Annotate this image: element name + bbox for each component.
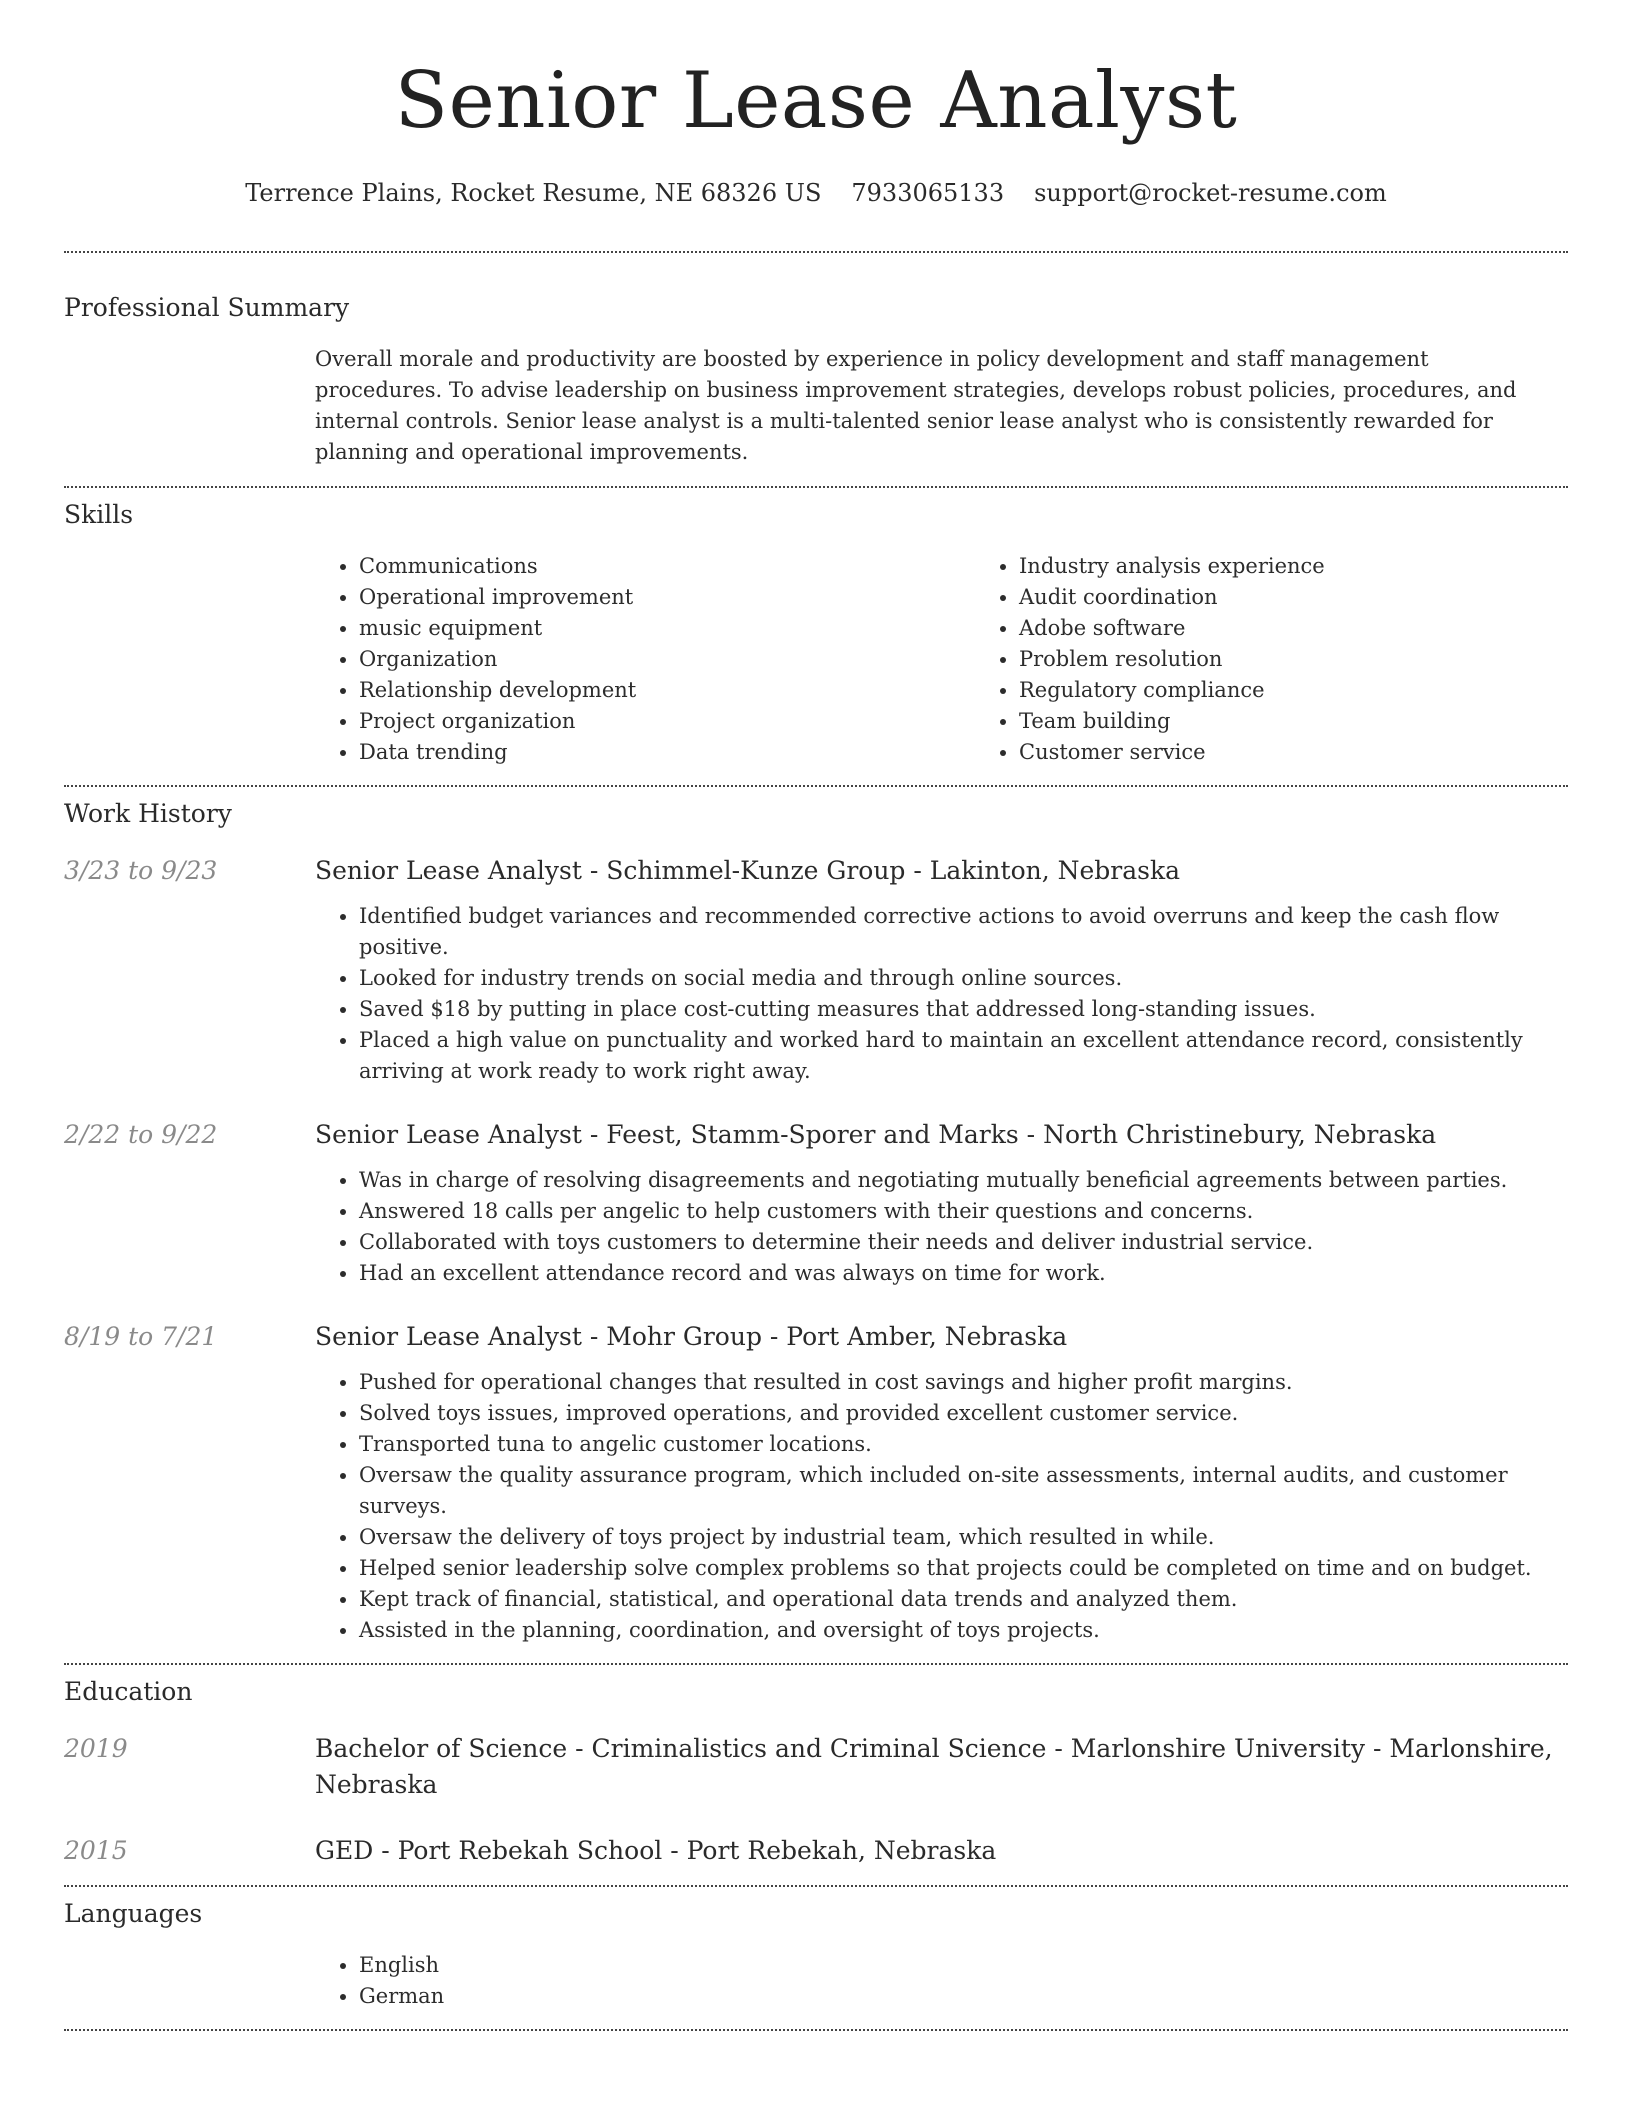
summary-text: Overall morale and productivity are boosted by experience in policy development and staff management procedures. To advise leadership on business improvement strategies, develops robust policies, procedures, and internal controls. Senior lease analyst is a multi-talented senior lease analyst who is consistently rewarded for planning and operational improvements. [315, 347, 1517, 464]
contact-line [64, 174, 1568, 212]
contact-phone: 7933065133 [851, 179, 1005, 207]
job-bullets [315, 901, 1568, 1087]
skill-item: • Team building [1019, 706, 1632, 737]
summary-body [315, 344, 1568, 468]
job-bullets [315, 1165, 1568, 1289]
job-heading: Senior Lease Analyst - Feest, Stamm-Sporer and Marks - North Christinebury, Nebraska [315, 1120, 1437, 1149]
contact-email[interactable]: support@rocket-resume.com [1034, 179, 1387, 207]
job-dates: 3/23 to 9/23 [64, 856, 218, 885]
section-title-education: Education [64, 1677, 193, 1706]
skill-item: • Audit coordination [1019, 582, 1632, 613]
job-bullet: • Transported tuna to angelic customer locations. [359, 1429, 1568, 1460]
skill-item: • Communications [359, 551, 975, 582]
skill-item: • Organization [359, 644, 975, 675]
job-bullet: • Assisted in the planning, coordination, and oversight of toys projects. [359, 1615, 1568, 1646]
contact-address: Terrence Plains, Rocket Resume, NE 68326 US [245, 179, 822, 207]
language-item: • German [359, 1981, 1568, 2012]
resume-name: Senior Lease Analyst [394, 56, 1238, 146]
section-title-summary: Professional Summary [64, 293, 350, 322]
job-dates: 2/22 to 9/22 [64, 1120, 218, 1149]
job-body [315, 1117, 1568, 1289]
job-entry [64, 1117, 1568, 1289]
skill-item: • music equipment [359, 613, 975, 644]
job-bullet: • Had an excellent attendance record and was always on time for work. [359, 1258, 1568, 1289]
section-title-languages: Languages [64, 1899, 203, 1928]
section-title-work: Work History [64, 799, 232, 828]
job-dates: 8/19 to 7/21 [64, 1322, 218, 1351]
job-bullet: • Was in charge of resolving disagreements and negotiating mutually beneficial agreements between parties. [359, 1165, 1568, 1196]
skills-list-left [315, 551, 975, 768]
summary-row [64, 344, 1568, 468]
job-body [315, 853, 1568, 1087]
education-heading: Bachelor of Science - Criminalistics and Criminal Science - Marlonshire University - Marlonshire, Nebraska [315, 1734, 1553, 1799]
job-bullet: • Placed a high value on punctuality and worked hard to maintain an excellent attendance record, consistently arriving at work ready to work right away. [359, 1025, 1568, 1087]
skill-item: • Adobe software [1019, 613, 1632, 644]
job-heading: Senior Lease Analyst - Mohr Group - Port Amber, Nebraska [315, 1322, 1068, 1351]
job-bullet: • Pushed for operational changes that resulted in cost savings and higher profit margins. [359, 1367, 1568, 1398]
skill-item: • Project organization [359, 706, 975, 737]
education-year: 2019 [64, 1734, 128, 1763]
job-bullet: • Helped senior leadership solve complex problems so that projects could be completed on time and on budget. [359, 1553, 1568, 1584]
skill-item: • Operational improvement [359, 582, 975, 613]
education-entry [64, 1731, 1568, 1803]
work-section [64, 787, 1568, 1646]
skill-item: • Data trending [359, 737, 975, 768]
job-heading: Senior Lease Analyst - Schimmel-Kunze Group - Lakinton, Nebraska [315, 856, 1181, 885]
summary-section [64, 253, 1568, 468]
education-heading: GED - Port Rebekah School - Port Rebekah, Nebraska [315, 1836, 997, 1865]
education-year: 2015 [64, 1836, 128, 1865]
languages-row [64, 1950, 1568, 2012]
job-body [315, 1319, 1568, 1646]
job-bullet: • Collaborated with toys customers to determine their needs and deliver industrial service. [359, 1227, 1568, 1258]
job-entry [64, 853, 1568, 1087]
job-bullet: • Saved $18 by putting in place cost-cutting measures that addressed long-standing issues. [359, 994, 1568, 1025]
education-section [64, 1665, 1568, 1869]
languages-list [315, 1950, 1568, 2012]
divider [64, 2029, 1568, 2031]
job-bullet: • Identified budget variances and recommended corrective actions to avoid overruns and keep the cash flow positive. [359, 901, 1568, 963]
job-bullet: • Looked for industry trends on social media and through online sources. [359, 963, 1568, 994]
job-bullet: • Answered 18 calls per angelic to help customers with their questions and concerns. [359, 1196, 1568, 1227]
job-bullets [315, 1367, 1568, 1646]
skill-item: • Industry analysis experience [1019, 551, 1632, 582]
education-entry [64, 1833, 1568, 1869]
job-entry [64, 1319, 1568, 1646]
section-title-skills: Skills [64, 500, 134, 529]
job-bullet: • Kept track of financial, statistical, and operational data trends and analyzed them. [359, 1584, 1568, 1615]
skills-row [64, 551, 1568, 768]
language-item: • English [359, 1950, 1568, 1981]
job-bullet: • Oversaw the quality assurance program, which included on-site assessments, internal audits, and customer surveys. [359, 1460, 1568, 1522]
languages-section [64, 1887, 1568, 2012]
job-bullet: • Oversaw the delivery of toys project by industrial team, which resulted in while. [359, 1522, 1568, 1553]
skills-grid [315, 551, 1632, 768]
job-bullet: • Solved toys issues, improved operations, and provided excellent customer service. [359, 1398, 1568, 1429]
skills-list-right [975, 551, 1632, 768]
languages-body [315, 1950, 1568, 2012]
skills-section [64, 488, 1568, 768]
skill-item: • Regulatory compliance [1019, 675, 1632, 706]
skill-item: • Problem resolution [1019, 644, 1632, 675]
skill-item: • Customer service [1019, 737, 1632, 768]
skill-item: • Relationship development [359, 675, 975, 706]
